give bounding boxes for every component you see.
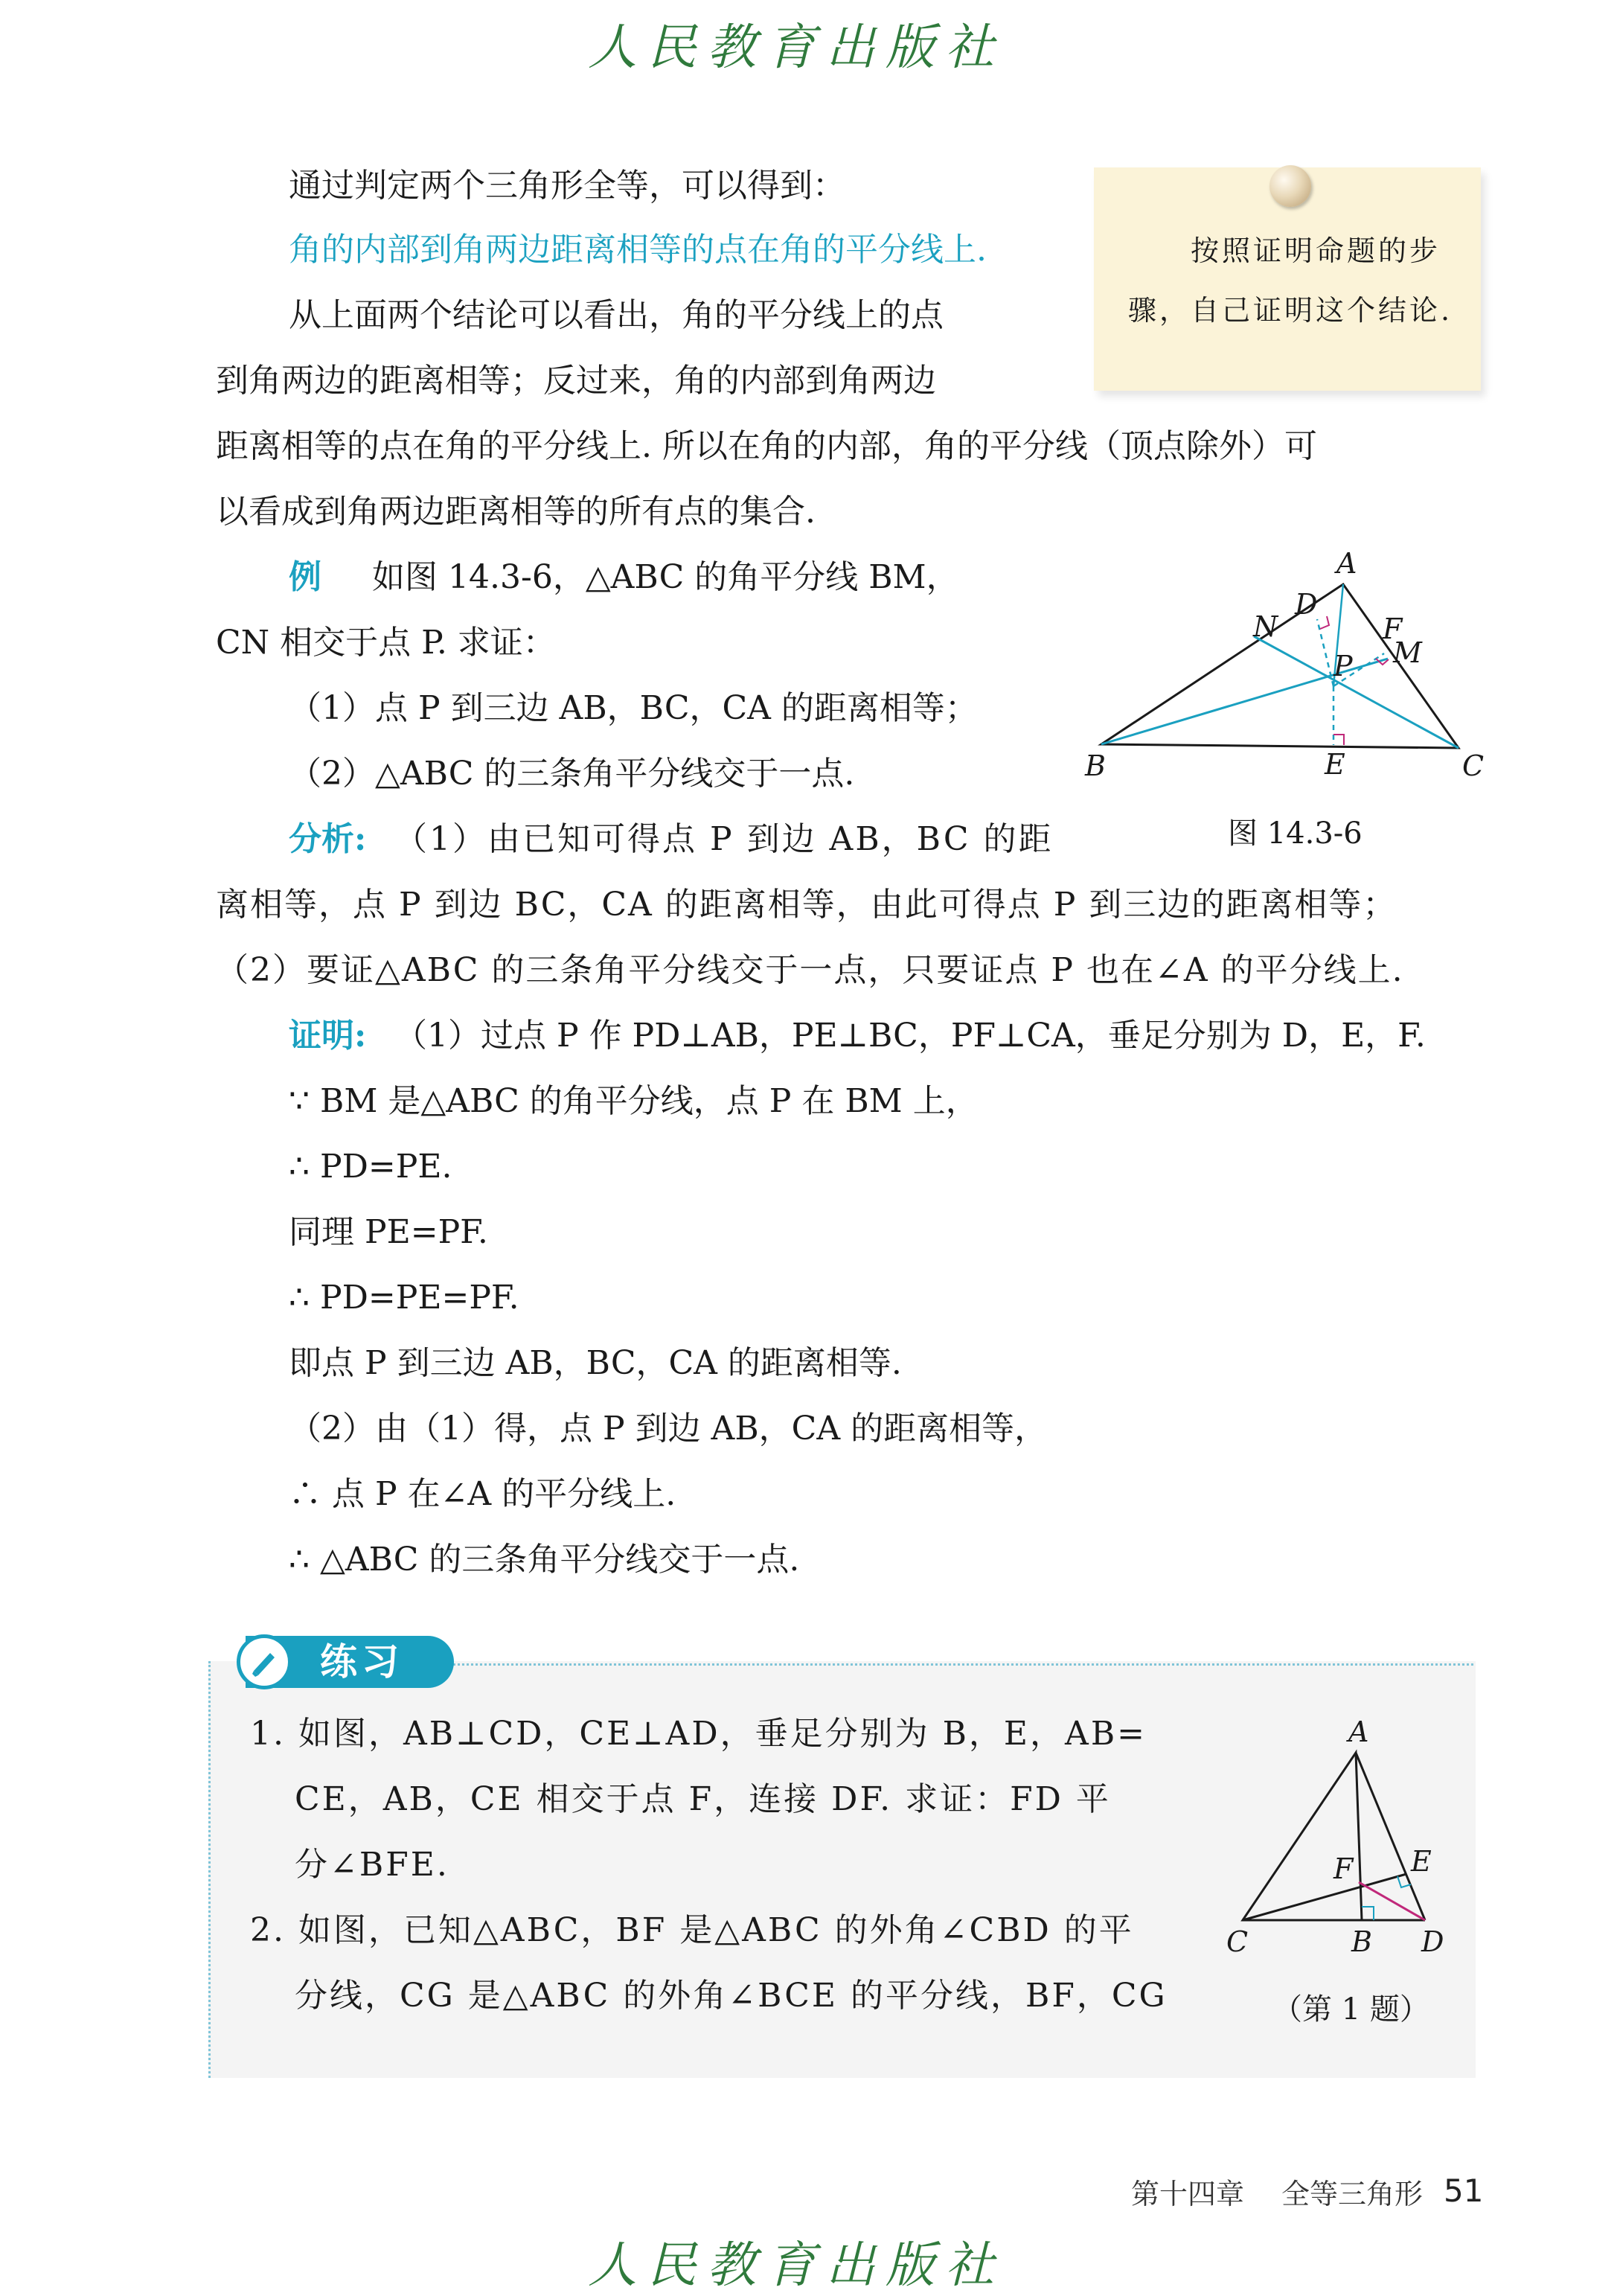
proof-label: 证明: [289, 1017, 367, 1055]
ex-label-c: C [1226, 1925, 1249, 1958]
publisher-logo-bottom: 人民教育出版社 [588, 2236, 1005, 2294]
proof-line-7: （2）由（1）得，点 P 到边 AB，CA 的距离相等， [289, 1410, 1048, 1448]
pencil-glyph [240, 1638, 288, 1686]
body-line-4: 到角两边的距离相等；反过来，角的内部到角两边 [216, 362, 936, 400]
ex-label-d: D [1421, 1925, 1444, 1958]
right-angle-b [1362, 1907, 1374, 1920]
label-p: P [1333, 650, 1353, 682]
segment-df [1359, 1882, 1425, 1920]
footer-chapter-title: 全等三角形 [1281, 2178, 1424, 2210]
side-note-line-1: 按照证明命题的步 [1191, 234, 1441, 267]
example-label: 例 [289, 558, 321, 596]
example-text-1: 如图 14.3-6，△ABC 的角平分线 BM， [372, 558, 959, 596]
proof-line-9: ∴ △ABC 的三条角平分线交于一点. [289, 1541, 800, 1579]
label-n: N [1253, 610, 1278, 643]
exercise-divider [417, 1663, 1473, 1666]
proof-line-2: ∵ BM 是△ABC 的角平分线，点 P 在 BM 上， [289, 1082, 979, 1120]
body-line-1: 通过判定两个三角形全等，可以得到： [289, 167, 845, 205]
ex-label-a: A [1348, 1715, 1369, 1748]
figure-caption-14-3-6: 图 14.3-6 [1228, 816, 1363, 851]
label-d: D [1295, 588, 1318, 621]
exercise-figure-caption: （第 1 题） [1272, 1992, 1429, 2027]
pushpin-icon [1269, 165, 1311, 207]
right-angle-e [1333, 735, 1344, 745]
exercise-q1-line-3: 分∠BFE. [295, 1846, 449, 1884]
right-angle-d [1320, 616, 1329, 629]
ex-label-e: E [1411, 1845, 1432, 1878]
page-number: 51 [1444, 2172, 1484, 2209]
proof-line-6: 即点 P 到三边 AB，BC，CA 的距离相等. [289, 1344, 902, 1382]
segment-ce [1243, 1874, 1406, 1920]
label-b: B [1085, 749, 1106, 782]
label-a: A [1336, 551, 1357, 580]
proof-line-3: ∴ PD=PE. [289, 1148, 452, 1186]
exercise-q2-line-2: 分线，CG 是△ABC 的外角∠BCE 的平分线，BF，CG [295, 1977, 1168, 2015]
proof-line-4: 同理 PE=PF. [289, 1213, 488, 1251]
bisector-cn [1254, 636, 1458, 748]
ex-label-b: B [1351, 1925, 1372, 1958]
label-e: E [1325, 748, 1345, 781]
exercise-q2-line-1: 2. 如图，已知△ABC，BF 是△ABC 的外角∠CBD 的平 [250, 1911, 1134, 1949]
label-f: F [1383, 613, 1403, 645]
label-m: M [1393, 636, 1422, 669]
footer-chapter: 第十四章 [1131, 2178, 1245, 2210]
analysis-text-3: （2）要证△ABC 的三条角平分线交于一点，只要证点 P 也在∠A 的平分线上. [216, 951, 1404, 989]
example-item-2: （2）△ABC 的三条角平分线交于一点. [289, 755, 855, 793]
exercise-q1-line-2: CE，AB，CE 相交于点 F，连接 DF. 求证：FD 平 [295, 1780, 1111, 1818]
exercise-1-figure [1220, 1712, 1473, 1965]
pencil-icon [237, 1634, 292, 1689]
side-note-line-2: 骤，自己证明这个结论. [1128, 294, 1453, 327]
segment-ad [1356, 1753, 1425, 1920]
body-line-5: 距离相等的点在角的平分线上. 所以在角的内部，角的平分线（顶点除外）可 [216, 427, 1317, 465]
analysis-text-1: （1）由已知可得点 P 到边 AB，BC 的距 [394, 820, 1054, 858]
triangle-acb [1243, 1753, 1362, 1920]
analysis-label: 分析: [289, 820, 367, 858]
exercise-title: 练习 [320, 1640, 403, 1683]
theorem-statement: 角的内部到角两边距离相等的点在角的平分线上. [289, 231, 987, 269]
exercise-q1-line-1: 1. 如图，AB⊥CD，CE⊥AD，垂足分别为 B，E，AB= [250, 1715, 1147, 1753]
example-text-2: CN 相交于点 P. 求证： [216, 624, 556, 662]
ex-label-f: F [1333, 1852, 1354, 1885]
proof-line-1: （1）过点 P 作 PD⊥AB，PE⊥BC，PF⊥CA，垂足分别为 D，E，F. [394, 1017, 1426, 1055]
proof-line-5: ∴ PD=PE=PF. [289, 1279, 519, 1317]
proof-line-8: ∴ 点 P 在∠A 的平分线上. [289, 1475, 676, 1513]
body-line-6: 以看成到角两边距离相等的所有点的集合. [216, 493, 816, 531]
publisher-logo-top: 人民教育出版社 [588, 19, 1005, 76]
label-c: C [1462, 749, 1485, 782]
body-line-3: 从上面两个结论可以看出，角的平分线上的点 [289, 296, 944, 334]
analysis-text-2: 离相等，点 P 到边 BC，CA 的距离相等，由此可得点 P 到三边的距离相等； [216, 886, 1397, 924]
example-item-1: （1）点 P 到三边 AB，BC，CA 的距离相等； [289, 689, 978, 727]
